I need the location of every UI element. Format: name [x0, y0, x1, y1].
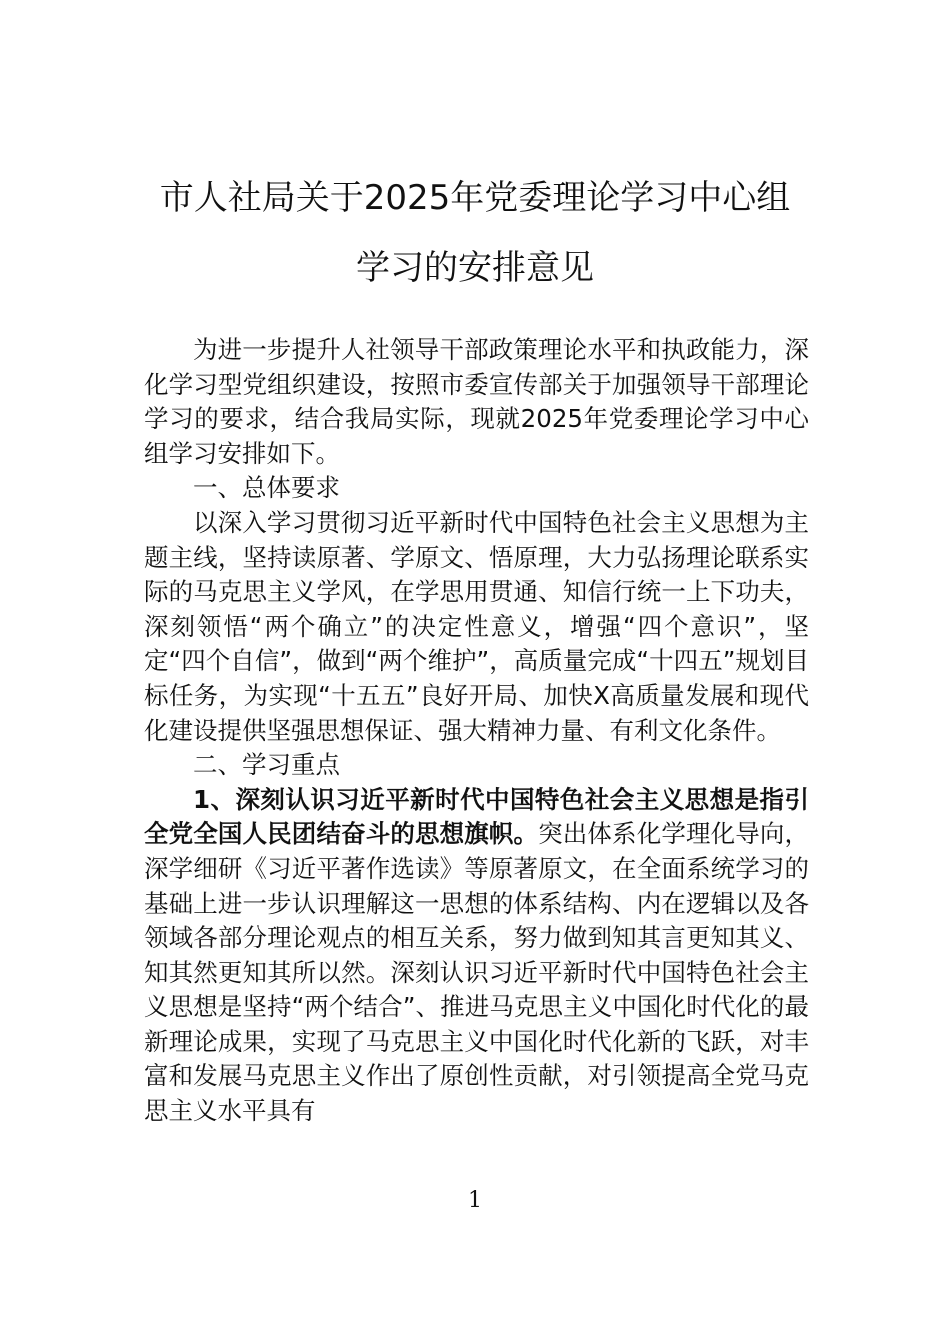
- study-point-1-lead: 1、深刻认识习近平新时代中国特色社会主义思想是指引全党全国人民团结奋斗的思想旗帜。: [144, 784, 809, 849]
- document-title-line-1: 市人社局关于2025年党委理论学习中心组: [159, 178, 791, 218]
- intro-paragraph: 为进一步提升人社领导干部政策理论水平和执政能力，深化学习型党组织建设，按照市委宣传部关于加强领导干部理论学习的要求，结合我局实际，现就2025年党委理论学习中心组学习安排如下。: [144, 335, 809, 468]
- document-title-line-2: 学习的安排意见: [356, 248, 594, 288]
- section-heading-study-focus: 二、学习重点: [193, 750, 340, 780]
- general-requirements-paragraph: 以深入学习贯彻习近平新时代中国特色社会主义思想为主题主线，坚持读原著、学原文、悟原理，大力弘扬理论联系实际的马克思主义学风，在学思用贯通、知信行统一上下功夫，深刻领悟“两个确立”的决定性意义，增强“四个意识”，坚定“四个自信”，做到“两个维护”，高质量完成“十四五”规划目标任务，为实现“十五五”良好开局、加快X高质量发展和现代化建设提供坚强思想保证、强大精神力量、有利文化条件。: [144, 507, 809, 745]
- study-point-1-text: 突出体系化学理化导向，深学细研《习近平著作选读》等原著原文，在全面系统学习的基础上进一步认识理解这一思想的体系结构、内在逻辑以及各领域各部分理论观点的相互关系，努力做到知其言更知其义、知其然更知其所以然。深刻认识习近平新时代中国特色社会主义思想是坚持“两个结合”、推进马克思主义中国化时代化的最新理论成果，实现了马克思主义中国化时代化新的飞跃，对丰富和发展马克思主义作出了原创性贡献，对引领提高全党马克思主义水平具有: [144, 819, 810, 1126]
- page-number: 1: [468, 1188, 482, 1213]
- section-heading-general-requirements: 一、总体要求: [193, 473, 340, 503]
- study-point-1-paragraph: [144, 783, 809, 1129]
- document-body: [144, 333, 809, 1129]
